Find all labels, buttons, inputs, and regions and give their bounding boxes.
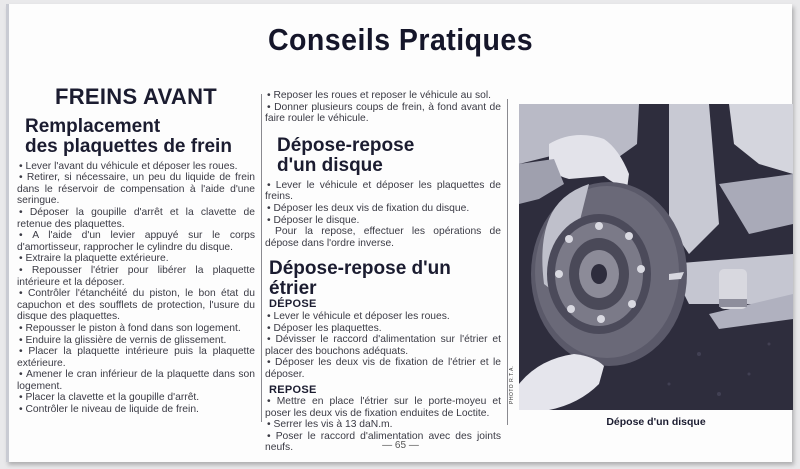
list-item: • Lever l'avant du véhicule et déposer les roues. bbox=[17, 161, 255, 173]
list-item: • Lever le véhicule et déposer les roues. bbox=[265, 311, 501, 323]
list-item: • Repousser le piston à fond dans son logement. bbox=[17, 323, 255, 335]
heading-line-1: Remplacement bbox=[25, 115, 161, 137]
list-item: • Poser le raccord d'alimentation avec des joints neufs. bbox=[265, 431, 501, 454]
manual-page bbox=[6, 4, 792, 462]
list-item: • Extraire la plaquette extérieure. bbox=[17, 253, 255, 265]
list-item: • Placer la plaquette intérieure puis la plaquette extérieure. bbox=[17, 346, 255, 369]
left-column bbox=[17, 84, 256, 416]
list-item: • Reposer les roues et reposer le véhicule au sol. bbox=[265, 90, 501, 102]
list-item: • Dévisser le raccord d'alimentation sur l'étrier et placer des bouchons adéquats. bbox=[265, 334, 501, 357]
heading-etrier: Dépose-repose d'un étrier bbox=[269, 258, 451, 300]
heading-line-2: d'un disque bbox=[277, 154, 383, 176]
page-number: — 65 — bbox=[382, 440, 419, 451]
column-divider bbox=[507, 99, 508, 425]
list-item: • Amener le cran inférieur de la plaquette dans son logement. bbox=[17, 369, 255, 392]
list-item: • Déposer le disque. bbox=[265, 215, 501, 227]
middle-column bbox=[265, 90, 501, 454]
photo-credit: PHOTO R.T.A. bbox=[509, 365, 515, 404]
list-item: • Enduire la glissière de vernis de glissement. bbox=[17, 335, 255, 347]
list-item: • Contrôler le niveau de liquide de frein. bbox=[17, 404, 255, 416]
brake-disc-illustration bbox=[519, 104, 793, 410]
list-item: • Déposer les deux vis de fixation du disque. bbox=[265, 203, 501, 215]
list-item: • Déposer les plaquettes. bbox=[265, 323, 501, 335]
list-item: • Donner plusieurs coups de frein, à fond avant de faire rouler le véhicule. bbox=[265, 102, 501, 125]
section-title: FREINS AVANT bbox=[54, 84, 218, 109]
list-item: • Déposer les deux vis de fixation de l'étrier et le déposer. bbox=[265, 357, 501, 380]
list-item: • Mettre en place l'étrier sur le porte-moyeu et poser les deux vis de fixation enduites de Loctite. bbox=[265, 396, 501, 419]
heading-line-2: des plaquettes de frein bbox=[25, 135, 232, 157]
list-item: • Retirer, si nécessaire, un peu du liquide de frein dans le réservoir de compensation à l'aide d'une seringue. bbox=[17, 172, 255, 207]
photo-caption: Dépose d'un disque bbox=[606, 416, 706, 428]
heading-line-1: Dépose-repose bbox=[277, 134, 415, 156]
list-item: • Placer la clavette et la goupille d'arrêt. bbox=[17, 392, 255, 404]
heading-plaquettes bbox=[17, 117, 255, 157]
repose-subheading: REPOSE bbox=[269, 383, 317, 396]
list-item: • Lever le véhicule et déposer les plaquettes de freins. bbox=[265, 180, 501, 203]
depose-subheading: DÉPOSE bbox=[269, 298, 317, 311]
brake-disc-photo bbox=[519, 104, 793, 410]
repose-note: Pour la repose, effectuer les opérations de dépose dans l'ordre inverse. bbox=[265, 226, 501, 249]
list-item: • A l'aide d'un levier appuyé sur le corps d'amortisseur, rapprocher le cylindre du disque. bbox=[17, 230, 255, 253]
column-divider bbox=[261, 94, 262, 422]
list-item: • Contrôler l'étanchéité du piston, le bon état du capuchon et des soufflets de protection, l'usure du disque des plaquettes. bbox=[17, 288, 255, 323]
heading-disque bbox=[265, 136, 501, 176]
page-title: Conseils Pratiques bbox=[267, 22, 534, 57]
list-item: • Repousser l'étrier pour libérer la plaquette intérieure et la déposer. bbox=[17, 265, 255, 288]
list-item: • Déposer la goupille d'arrêt et la clavette de retenue des plaquettes. bbox=[17, 207, 255, 230]
list-item: • Serrer les vis à 13 daN.m. bbox=[265, 419, 501, 431]
